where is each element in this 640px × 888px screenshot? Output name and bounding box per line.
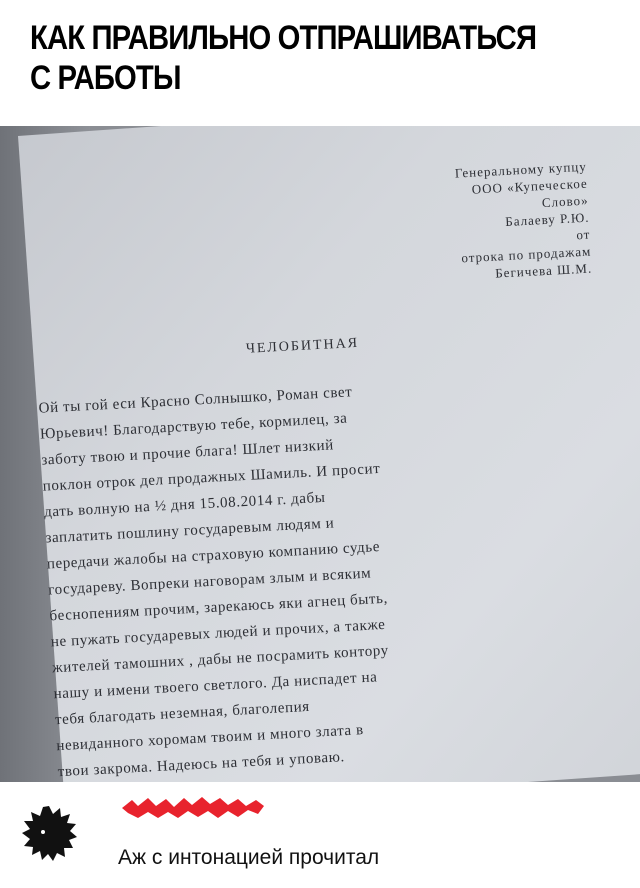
address-line: Слово» — [541, 192, 589, 211]
body-line: не пужать государевых людей и прочих, а также — [50, 616, 386, 651]
body-line: твои закрома. Надеюсь на тебя и уповаю. — [57, 749, 346, 781]
body-line: беснопениям прочим, зарекаюсь яки агнец быть, — [49, 590, 389, 625]
address-line: Бегичева Ш.М. — [494, 260, 593, 281]
hedgehog-avatar-icon[interactable] — [20, 804, 78, 862]
comment-text: Аж с интонацией прочитал — [118, 846, 380, 869]
body-line: жителей тамошних , дабы не посрамить контору — [51, 642, 390, 677]
letter-photo — [0, 126, 640, 782]
body-line: Юрьевич! Благодарствую тебе, кормилец, за — [39, 410, 348, 443]
body-line: Ой ты гой еси Красно Солнышко, Роман свет — [38, 384, 353, 417]
letter-body — [38, 364, 640, 782]
body-line: государеву. Вопреки наговорам злым и всяким — [47, 565, 372, 599]
letter-title: ЧЕЛОБИТНАЯ — [245, 335, 360, 357]
comment — [0, 782, 640, 888]
address-block — [337, 158, 593, 290]
address-line: от — [575, 226, 591, 243]
headline: КАК ПРАВИЛЬНО ОТПРАШИВАТЬСЯ С РАБОТЫ — [30, 19, 537, 97]
body-line: заплатить пошлину государевым людям и — [45, 515, 335, 547]
body-line: тебя благодать неземная, благолепия — [54, 698, 311, 729]
address-line: Генеральному купцу — [454, 158, 588, 181]
body-line: передачи жалобы на страховую компанию судье — [46, 539, 381, 573]
body-line: заботу твою и прочие блага! Шлет низкий — [41, 437, 335, 469]
letter — [5, 126, 640, 782]
body-line: нашу и имени твоего светлого. Да ниспадет на — [53, 669, 378, 703]
body-line: поклон отрок дел продажных Шамиль. И просит — [42, 460, 381, 495]
body-line: дать волную на ½ дня 15.08.2014 г. дабы — [43, 489, 326, 521]
address-line: Балаеву Р.Ю. — [504, 209, 590, 230]
redacted-username — [118, 794, 268, 820]
body-line: невиданного хоромам твоим и много злата в — [55, 722, 365, 755]
address-line: отрока по продажам — [461, 243, 592, 266]
address-line: ООО «Купеческое — [471, 175, 589, 197]
